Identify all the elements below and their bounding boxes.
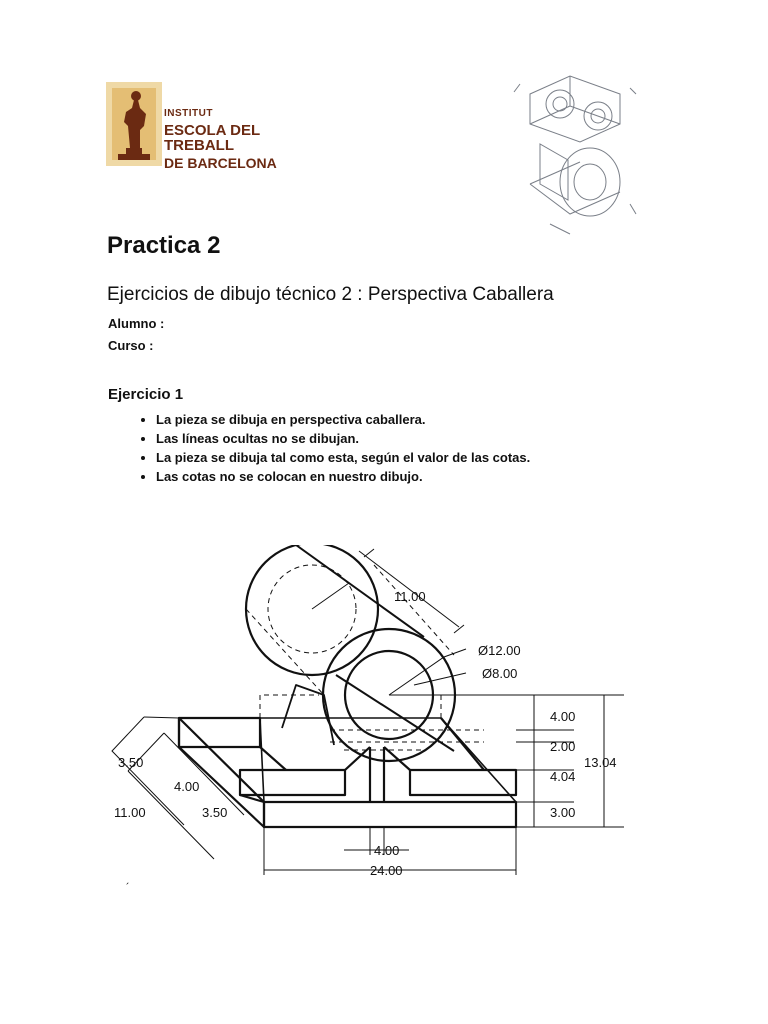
list-item: • La pieza se dibuja en perspectiva caballera.: [156, 410, 530, 429]
dim-11-00-left: 11.00: [114, 805, 146, 820]
dim-13-04: 13.04: [584, 755, 617, 770]
dim-4-00-top: 4.00: [550, 709, 576, 724]
dim-3-00: 3.00: [550, 805, 576, 820]
dim-11-top: 11.00: [394, 589, 426, 604]
course-field-label: Curso :: [108, 338, 154, 353]
logo-line-barcelona: DE BARCELONA: [164, 155, 277, 171]
list-item: • Las cotas no se colocan en nuestro dibujo.: [156, 467, 530, 486]
dim-3-50-bottom: 3.50: [202, 805, 228, 820]
cavalier-perspective-drawing: [104, 545, 664, 885]
statue-emblem-icon: [104, 82, 164, 166]
exercise-rules-list: [110, 410, 530, 486]
isometric-sketch-thumbnail: [510, 64, 642, 242]
list-item: • La pieza se dibuja tal como esta, según el valor de las cotas.: [156, 448, 530, 467]
dim-4-04: 4.04: [550, 769, 576, 784]
dim-slot-4-00: 4.00: [374, 843, 400, 858]
dim-diameter-12: Ø12.00: [478, 643, 521, 658]
school-logo: [104, 82, 314, 171]
logo-line-institut: INSTITUT: [164, 108, 213, 119]
student-field-label: Alumno :: [108, 316, 165, 331]
logo-line-escola: ESCOLA DEL TREBALL: [164, 122, 260, 154]
list-item: • Las líneas ocultas no se dibujan.: [156, 429, 530, 448]
dim-4-00-left: 4.00: [174, 779, 200, 794]
dim-3-50-left: 3.50: [118, 755, 144, 770]
stray-mark: ´: [126, 882, 130, 894]
exercise-heading: Ejercicio 1: [108, 386, 184, 403]
dim-24-00: 24.00: [370, 863, 403, 878]
page-title: Practica 2: [107, 232, 221, 259]
dim-diameter-8: Ø8.00: [482, 666, 518, 681]
dim-2-00: 2.00: [550, 739, 576, 754]
page-subtitle: Ejercicios de dibujo técnico 2 : Perspectiva Caballera: [107, 284, 554, 305]
